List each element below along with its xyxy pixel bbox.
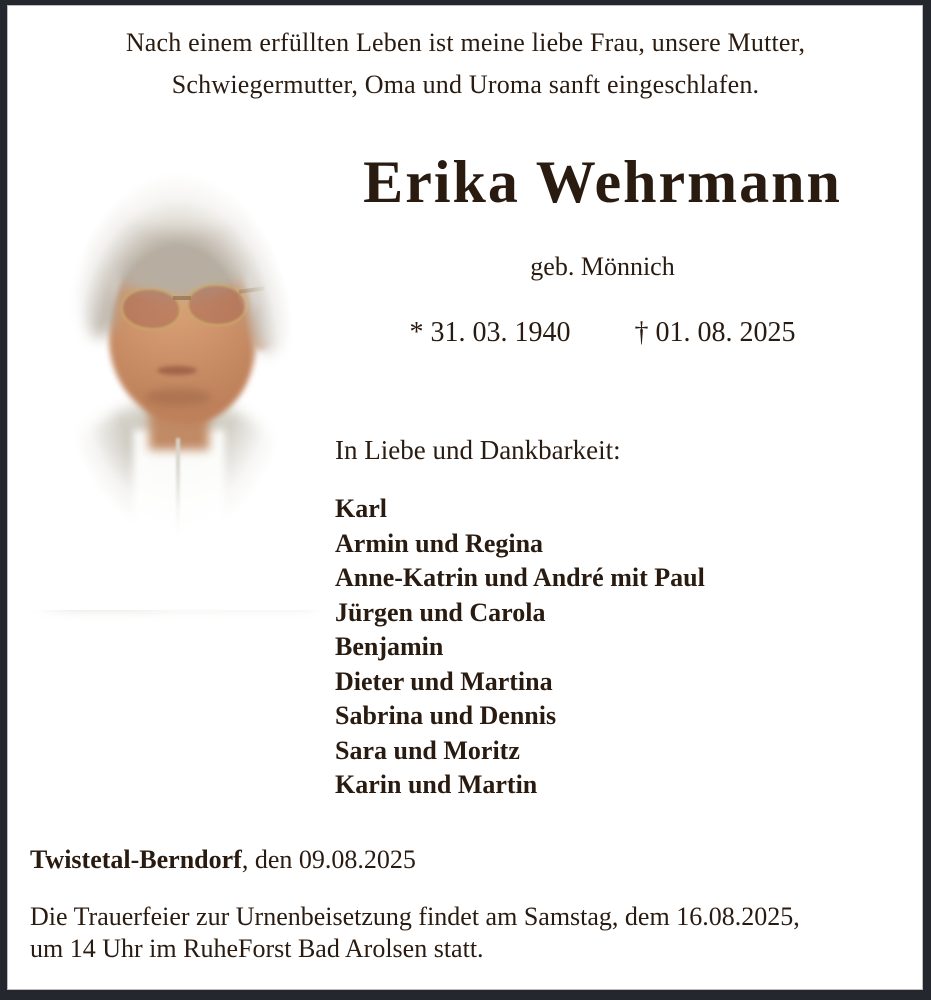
- mourner-entry: Karl: [335, 494, 387, 523]
- place-date-suffix: , den 09.08.2025: [241, 845, 416, 874]
- mourner-entry: Jürgen und Carola: [335, 597, 546, 627]
- notice-body: [335, 146, 870, 803]
- intro-line-2: Schwiegermutter, Oma und Uroma sanft eingeschlafen.: [171, 70, 760, 99]
- gratitude-line: In Liebe und Dankbarkeit:: [335, 435, 621, 465]
- deceased-name: Erika Wehrmann: [363, 149, 842, 215]
- mourner-entry: Armin und Regina: [335, 528, 544, 558]
- death-date: † 01. 08. 2025: [634, 317, 796, 348]
- maiden-name: geb. Mönnich: [530, 252, 675, 281]
- mourner-entry: Karin und Martin: [335, 770, 538, 799]
- portrait-vignette: [25, 138, 330, 610]
- mourner-entry: Anne-Katrin und André mit Paul: [335, 563, 705, 592]
- funeral-info: Die Trauerfeier zur Urnenbeisetzung findet am Samstag, dem 16.08.2025, um 14 Uhr im RuheForst Bad Arolsen statt.: [30, 902, 800, 963]
- mourner-entry: Sabrina und Dennis: [335, 701, 557, 730]
- portrait-photo: [25, 138, 330, 610]
- intro-text: [0, 22, 931, 106]
- mourners-list: [335, 492, 870, 803]
- intro-line-1: Nach einem erfüllten Leben ist meine liebe Frau, unsere Mutter,: [125, 28, 806, 57]
- mourner-entry: Sara und Moritz: [335, 735, 520, 765]
- place-name: Twistetal-Berndorf: [30, 845, 242, 874]
- place-date-line: [30, 844, 416, 876]
- life-dates: [335, 316, 870, 350]
- mourner-entry: Benjamin: [335, 632, 444, 661]
- mourner-entry: Dieter und Martina: [335, 666, 553, 696]
- birth-date: * 31. 03. 1940: [409, 317, 571, 348]
